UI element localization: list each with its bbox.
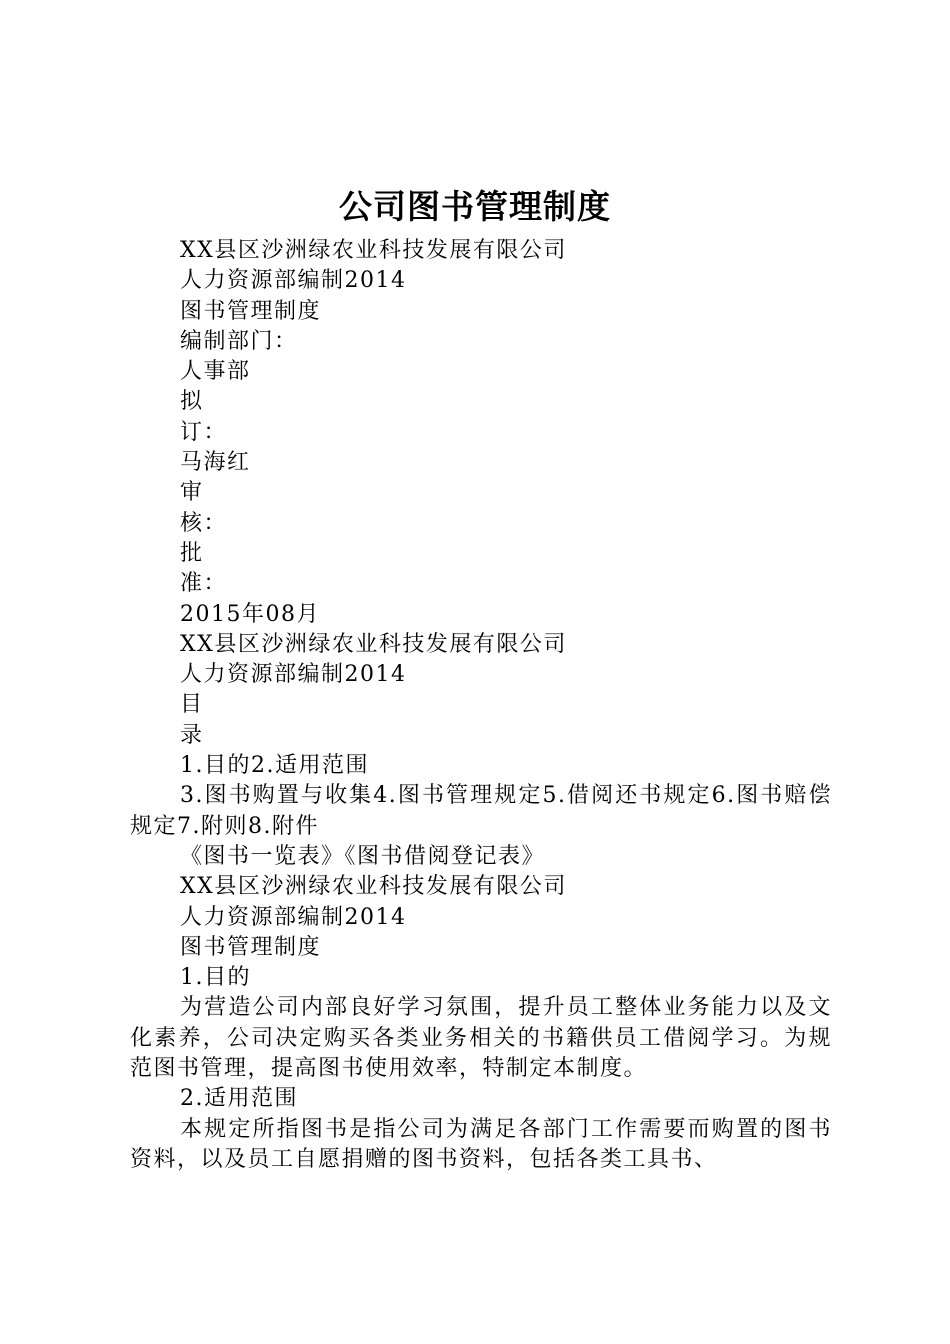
department-year-line: 人力资源部编制2014 xyxy=(180,268,407,294)
approval-label-part1: 批 xyxy=(180,540,204,566)
toc-attachments: 《图书一览表》《图书借阅登记表》 xyxy=(180,843,546,869)
subtitle-line: 图书管理制度 xyxy=(180,298,322,324)
toc-item-paragraph: 3.图书购置与收集4.图书管理规定5.借阅还书规定6.图书赔偿规定7.附则8.附件 xyxy=(130,783,832,839)
department-year-line-3: 人力资源部编制2014 xyxy=(180,904,407,930)
review-label-part2: 核： xyxy=(180,510,228,536)
section-heading-purpose: 1.目的 xyxy=(180,965,251,991)
toc-item-line-1: 1.目的2.适用范围 xyxy=(180,753,369,779)
section-text-scope: 本规定所指图书是指公司为满足各部门工作需要而购置的图书资料，以及员工自愿捐赠的图书资料，包括各类工具书、 xyxy=(130,1116,832,1172)
drafter-name: 马海红 xyxy=(180,450,251,476)
company-name-line: XX县区沙洲绿农业科技发展有限公司 xyxy=(180,238,567,263)
drafted-label-part2: 订： xyxy=(180,419,228,445)
department-year-line-2: 人力资源部编制2014 xyxy=(180,662,407,688)
document-title: 公司图书管理制度 xyxy=(339,187,611,226)
review-label-part1: 审 xyxy=(180,480,204,506)
toc-heading-part1: 目 xyxy=(180,692,204,718)
compiling-department-value: 人事部 xyxy=(180,359,251,385)
company-name-line-3: XX县区沙洲绿农业科技发展有限公司 xyxy=(180,874,567,900)
date-line: 2015年08月 xyxy=(180,601,320,627)
section-text-purpose: 为营造公司内部良好学习氛围，提升员工整体业务能力以及文化素养，公司决定购买各类业务相关的书籍供员工借阅学习。为规范图书管理，提高图书使用效率，特制定本制度。 xyxy=(130,995,832,1082)
subtitle-line-2: 图书管理制度 xyxy=(180,934,322,960)
document-body xyxy=(130,236,832,1175)
toc-heading-part2: 录 xyxy=(180,722,204,748)
compiling-department-label: 编制部门： xyxy=(180,328,298,354)
company-name-line-2: XX县区沙洲绿农业科技发展有限公司 xyxy=(180,631,567,657)
drafted-label-part1: 拟 xyxy=(180,389,204,415)
approval-label-part2: 准： xyxy=(180,571,228,597)
section-heading-scope: 2.适用范围 xyxy=(180,1086,298,1112)
